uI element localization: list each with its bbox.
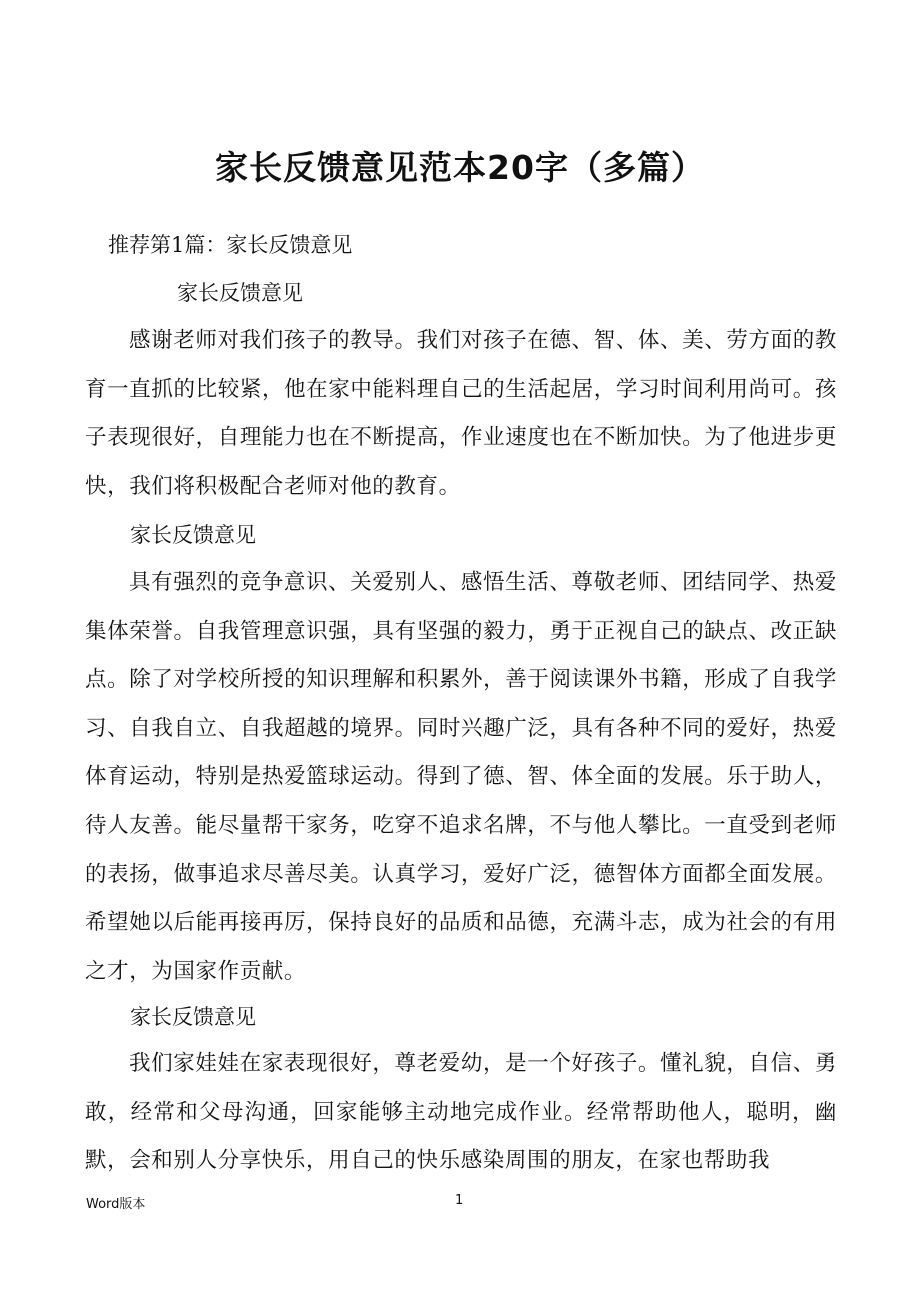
paragraph-1: 感谢老师对我们孩子的教导。我们对孩子在德、智、体、美、劳方面的教育一直抓的比较紧，他在家中能料理自己的生活起居，学习时间利用尚可。孩子表现很好，自理能力也在不断提高，作业速度也在不断加快。为了他进步更快，我们将积极配合老师对他的教育。 (85, 328, 837, 499)
footer-label: Word版本 (86, 1197, 146, 1212)
paragraph-2: 具有强烈的竞争意识、关爱别人、感悟生活、尊敬老师、团结同学、热爱集体荣誉。自我管理意识强，具有坚强的毅力，勇于正视自己的缺点、改正缺点。除了对学校所授的知识理解和积累外，善于阅读课外书籍，形成了自我学习、自我自立、自我超越的境界。同时兴趣广泛，具有各种不同的爱好，热爱体育运动，特别是热爱篮球运动。得到了德、智、体全面的发展。乐于助人，待人友善。能尽量帮干家务，吃穿不追求名牌，不与他人攀比。一直受到老师的表扬，做事追求尽善尽美。认真学习，爱好广泛，德智体方面都全面发展。希望她以后能再接再厉，保持良好的品质和品德，充满斗志，成为社会的有用之才，为国家作贡献。 (85, 570, 837, 984)
section-heading-2: 家长反馈意见 (130, 523, 256, 547)
paragraph-3: 我们家娃娃在家表现很好，尊老爱幼，是一个好孩子。懂礼貌，自信、勇敢，经常和父母沟通，回家能够主动地完成作业。经常帮助他人，聪明，幽默，会和别人分享快乐，用自己的快乐感染周围的朋友，在家也帮助我 (85, 1051, 837, 1174)
section-heading-3: 家长反馈意见 (130, 1005, 256, 1029)
document-title: 家长反馈意见范本20字（多篇） (215, 148, 705, 187)
footer-page-number: 1 (455, 1193, 464, 1208)
section-heading: 家长反馈意见 (177, 281, 303, 305)
recommend-line: 推荐第1篇：家长反馈意见 (108, 233, 353, 257)
